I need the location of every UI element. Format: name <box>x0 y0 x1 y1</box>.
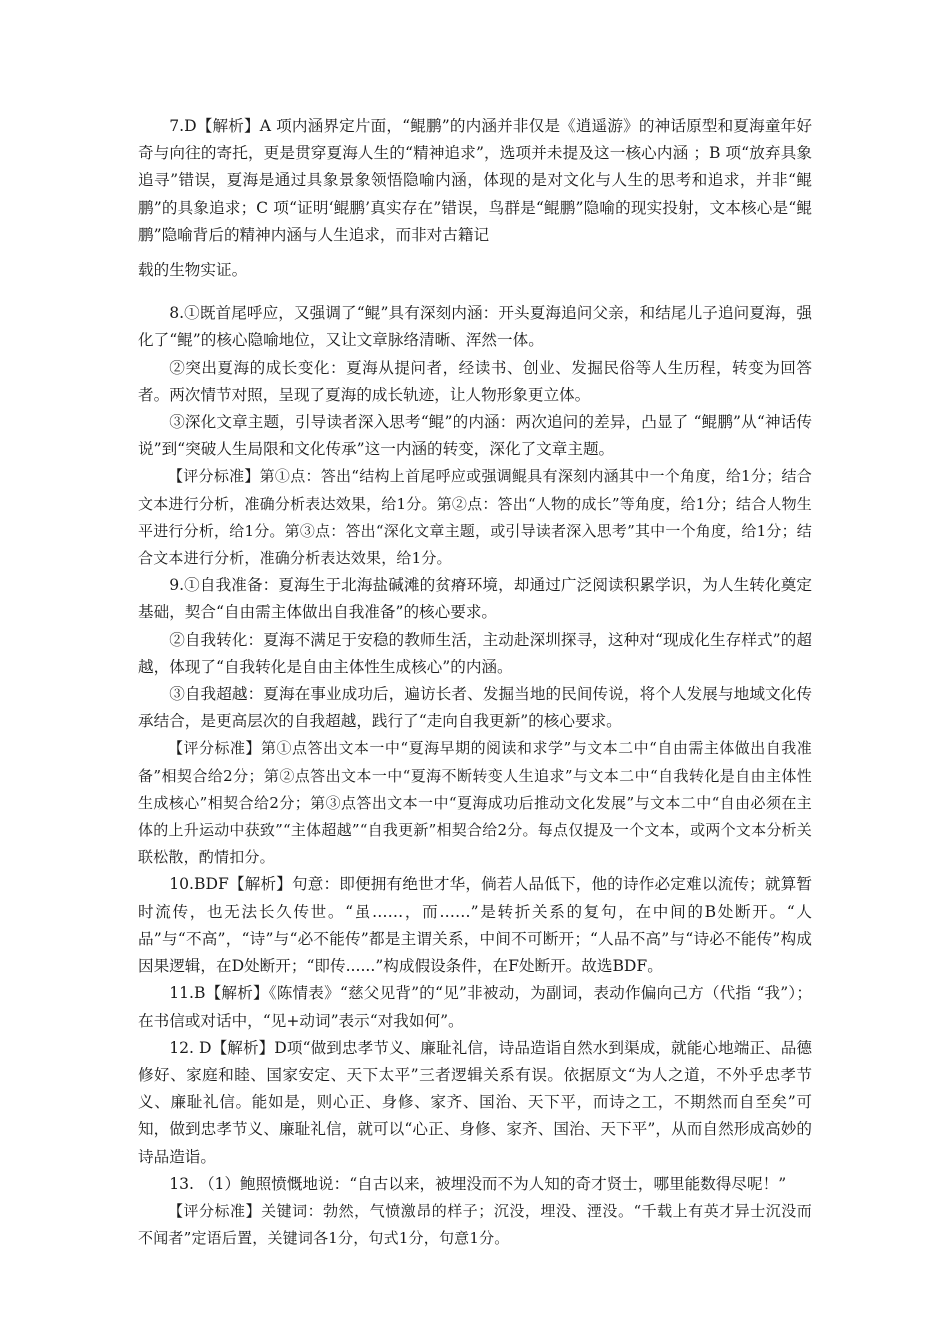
q9-point-1: 9.①自我准备：夏海生于北海盐碱滩的贫瘠环境，却通过广泛阅读积累学识，为人生转化奠定基础，契合“自由需主体做出自我准备”的核心要求。 <box>138 576 812 622</box>
q13-translation: 13. （1）鲍照愤慨地说：“自古以来，被埋没而不为人知的奇才贤士，哪里能数得尽呢！” <box>169 1174 787 1193</box>
q9-point-3: ③自我超越：夏海在事业成功后，遍访长者、发掘当地的民间传说，将个人发展与地域文化传承结合，是更高层次的自我超越，践行了“走向自我更新”的核心要求。 <box>138 685 812 731</box>
q11-analysis: 11.B【解析】《陈情表》“慈父见背”的“见”非被动，为副词，表动作偏向己方（代指 “我”）；在书信或对话中，“见+动词”表示“对我如何”。 <box>138 984 812 1030</box>
q10-analysis: 10.BDF【解析】句意：即便拥有绝世才华，倘若人品低下，他的诗作必定难以流传；就算暂时流传，也无法长久传世。“虽……，而……”是转折关系的复句，在中间的B处断开。“人品”与“不高”，“诗”与“必不能传”都是主谓关系，中间不可断开；“人品不高”与“诗必不能传”构成因果逻辑，在D处断开；“即传......”构成假设条件，在F处断开。故选BDF。 <box>138 875 812 976</box>
q8-scoring-standard: 【评分标准】第①点：答出“结构上首尾呼应或强调鲲具有深刻内涵其中一个角度，给1分；结合文本进行分析，准确分析表达效果，给1分。第②点：答出“人物的成长”等角度，给1分；结合人物生平进行分析，给1分。第③点：答出“深化文章主题，或引导读者深入思考”其中一个角度，给1分；结合文本进行分析，准确分析表达效果，给1分。 <box>138 467 812 568</box>
q7-analysis: 7.D【解析】A 项内涵界定片面，“鲲鹏”的内涵并非仅是《逍遥游》的神话原型和夏海童年好奇与向往的寄托，更是贯穿夏海人生的“精神追求”，选项并未提及这一核心内涵 ；B 项“放弃具象追寻”错误，夏海是通过具象景象领悟隐喻内涵，体现的是对文化与人生的思考和追求，并非“鲲鹏”的具象追求；C 项“证明‘鲲鹏’真实存在”错误，鸟群是“鲲鹏”隐喻的现实投射，文本核心是“鲲鹏”隐喻背后的精神内涵与人生追求，而非对古籍记 <box>138 117 812 244</box>
q8-point-2: ②突出夏海的成长变化：夏海从提问者，经读书、创业、发掘民俗等人生历程，转变为回答者。两次情节对照，呈现了夏海的成长轨迹，让人物形象更立体。 <box>138 358 812 404</box>
q7-analysis-continuation: 载的生物实证。 <box>138 261 248 280</box>
q12-analysis: 12. D【解析】D项“做到忠孝节义、廉耻礼信，诗品造诣自然水到渠成，就能心地端正、品德修好、家庭和睦、国家安定、天下太平”三者逻辑关系有误。依据原文“为人之道，不外乎忠孝节义、廉耻礼信。能如是，则心正、身修、家齐、国治、天下平，而诗之工，不期然而自至矣”可知，做到忠孝节义、廉耻礼信，就可以“心正、身修、家齐、国治、天下平”，从而自然形成高妙的诗品造诣。 <box>138 1038 812 1166</box>
q9-point-2: ②自我转化：夏海不满足于安稳的教师生活，主动赴深圳探寻，这种对“现成化生存样式”的超越，体现了“自我转化是自由主体性生成核心”的内涵。 <box>138 630 812 676</box>
q8-point-3: ③深化文章主题，引导读者深入思考“鲲”的内涵：两次追问的差异，凸显了 “鲲鹏”从“神话传说”到“突破人生局限和文化传承”这一内涵的转变，深化了文章主题。 <box>138 413 812 459</box>
q8-point-1: 8.①既首尾呼应，又强调了“鲲”具有深刻内涵：开头夏海追问父亲，和结尾儿子追问夏海，强化了“鲲”的核心隐喻地位，又让文章脉络清晰、浑然一体。 <box>138 304 812 350</box>
q13-scoring-standard: 【评分标准】关键词：勃然，气愤激昂的样子；沉没，埋没、湮没。“千载上有英才异士沉没而不闻者”定语后置，关键词各1分，句式1分，句意1分。 <box>138 1201 812 1248</box>
q9-scoring-standard: 【评分标准】第①点答出文本一中“夏海早期的阅读和求学”与文本二中“自由需主体做出自我准备”相契合给2分；第②点答出文本一中“夏海不断转变人生追求”与文本二中“自我转化是自由主体性生成核心”相契合给2分；第③点答出文本一中“夏海成功后推动文化发展”与文本二中“自由必须在主体的上升运动中获致”“主体超越”“自我更新”相契合给2分。每点仅提及一个文本，或两个文本分析关联松散，酌情扣分。 <box>138 739 812 867</box>
